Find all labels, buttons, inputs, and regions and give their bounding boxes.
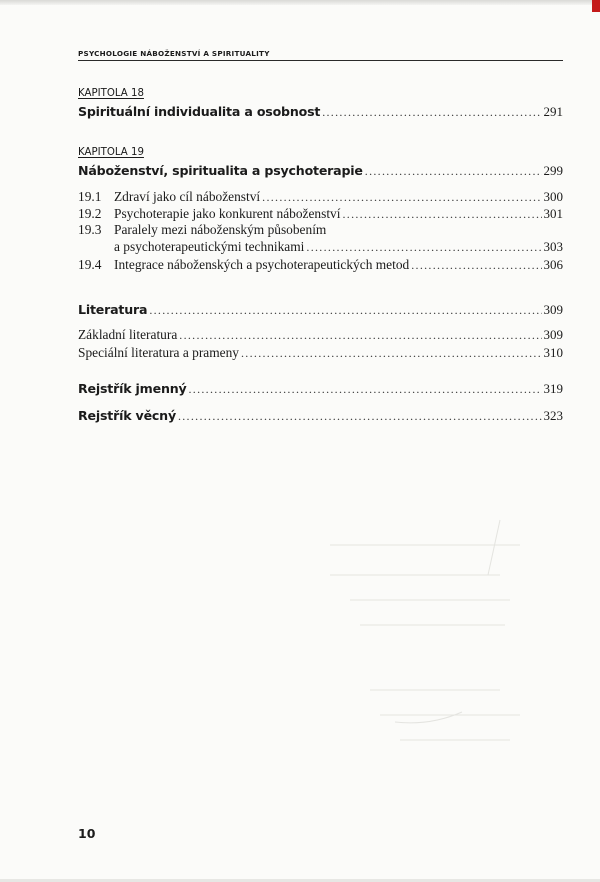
chapter-18-label: KAPITOLA 18 — [78, 88, 144, 99]
dot-leader — [306, 240, 541, 255]
toc-title: Rejstřík věcný — [78, 408, 176, 423]
red-edge-mark — [592, 0, 600, 12]
toc-page-number: 301 — [543, 206, 563, 221]
running-head-rule — [78, 60, 563, 61]
toc-title: Náboženství, spiritualita a psychoterapie — [78, 163, 363, 178]
toc-entry-19-3[interactable] — [114, 239, 563, 255]
dot-leader — [262, 190, 541, 205]
toc-title: Spirituální individualita a osobnost — [78, 104, 321, 119]
dot-leader — [322, 105, 541, 120]
toc-entry-chapter-19[interactable] — [78, 163, 563, 179]
toc-title-continuation: a psychoterapeutickými technikami — [114, 239, 305, 254]
toc-page-number: 319 — [543, 381, 563, 396]
toc-entry-specialni-literatura[interactable] — [78, 345, 563, 361]
toc-title: Psychoterapie jako konkurent náboženství — [114, 206, 341, 221]
toc-entry-19-2[interactable] — [78, 206, 563, 222]
toc-title: Integrace náboženských a psychoterapeutických metod — [114, 257, 410, 272]
toc-title: Rejstřík jmenný — [78, 381, 187, 396]
section-number: 19.2 — [78, 206, 102, 221]
toc-page-number: 323 — [543, 408, 563, 423]
page-top-edge — [0, 0, 600, 5]
toc-title: Zdraví jako cíl náboženství — [114, 189, 261, 204]
toc-page-number: 309 — [543, 327, 563, 342]
toc-title: Speciální literatura a prameny — [78, 345, 239, 360]
chapter-19-label: KAPITOLA 19 — [78, 147, 144, 158]
toc-entry-19-3-first-line[interactable] — [78, 222, 563, 238]
dot-leader — [365, 164, 542, 179]
section-number: 19.3 — [78, 222, 102, 237]
dot-leader — [342, 207, 541, 222]
dot-leader — [188, 382, 541, 397]
toc-entry-literatura[interactable] — [78, 302, 563, 318]
toc-entry-rejstrik-vecny[interactable] — [78, 408, 563, 424]
toc-page-number: 310 — [543, 345, 563, 360]
toc-page-number: 309 — [543, 302, 563, 317]
toc-page-number: 300 — [543, 189, 563, 204]
toc-entry-chapter-18[interactable] — [78, 104, 563, 120]
section-number: 19.1 — [78, 189, 102, 204]
toc-title: Paralely mezi náboženským působením — [114, 222, 327, 237]
dot-leader — [179, 328, 541, 343]
page-number: 10 — [78, 826, 96, 841]
section-number: 19.4 — [78, 257, 102, 272]
dot-leader — [411, 258, 541, 273]
toc-entry-rejstrik-jmenny[interactable] — [78, 381, 563, 397]
toc-page-number: 299 — [543, 163, 563, 178]
toc-page-number: 303 — [543, 239, 563, 254]
toc-entry-zakladni-literatura[interactable] — [78, 327, 563, 343]
running-head: PSYCHOLOGIE NÁBOŽENSTVÍ A SPIRITUALITY — [78, 49, 270, 58]
toc-entry-19-1[interactable] — [78, 189, 563, 205]
toc-title: Základní literatura — [78, 327, 178, 342]
dot-leader — [178, 409, 542, 424]
dot-leader — [241, 346, 542, 361]
dot-leader — [149, 303, 541, 318]
toc-page-number: 291 — [543, 104, 563, 119]
toc-page-number: 306 — [543, 257, 563, 272]
toc-entry-19-4[interactable] — [78, 257, 563, 273]
toc-title: Literatura — [78, 302, 148, 317]
